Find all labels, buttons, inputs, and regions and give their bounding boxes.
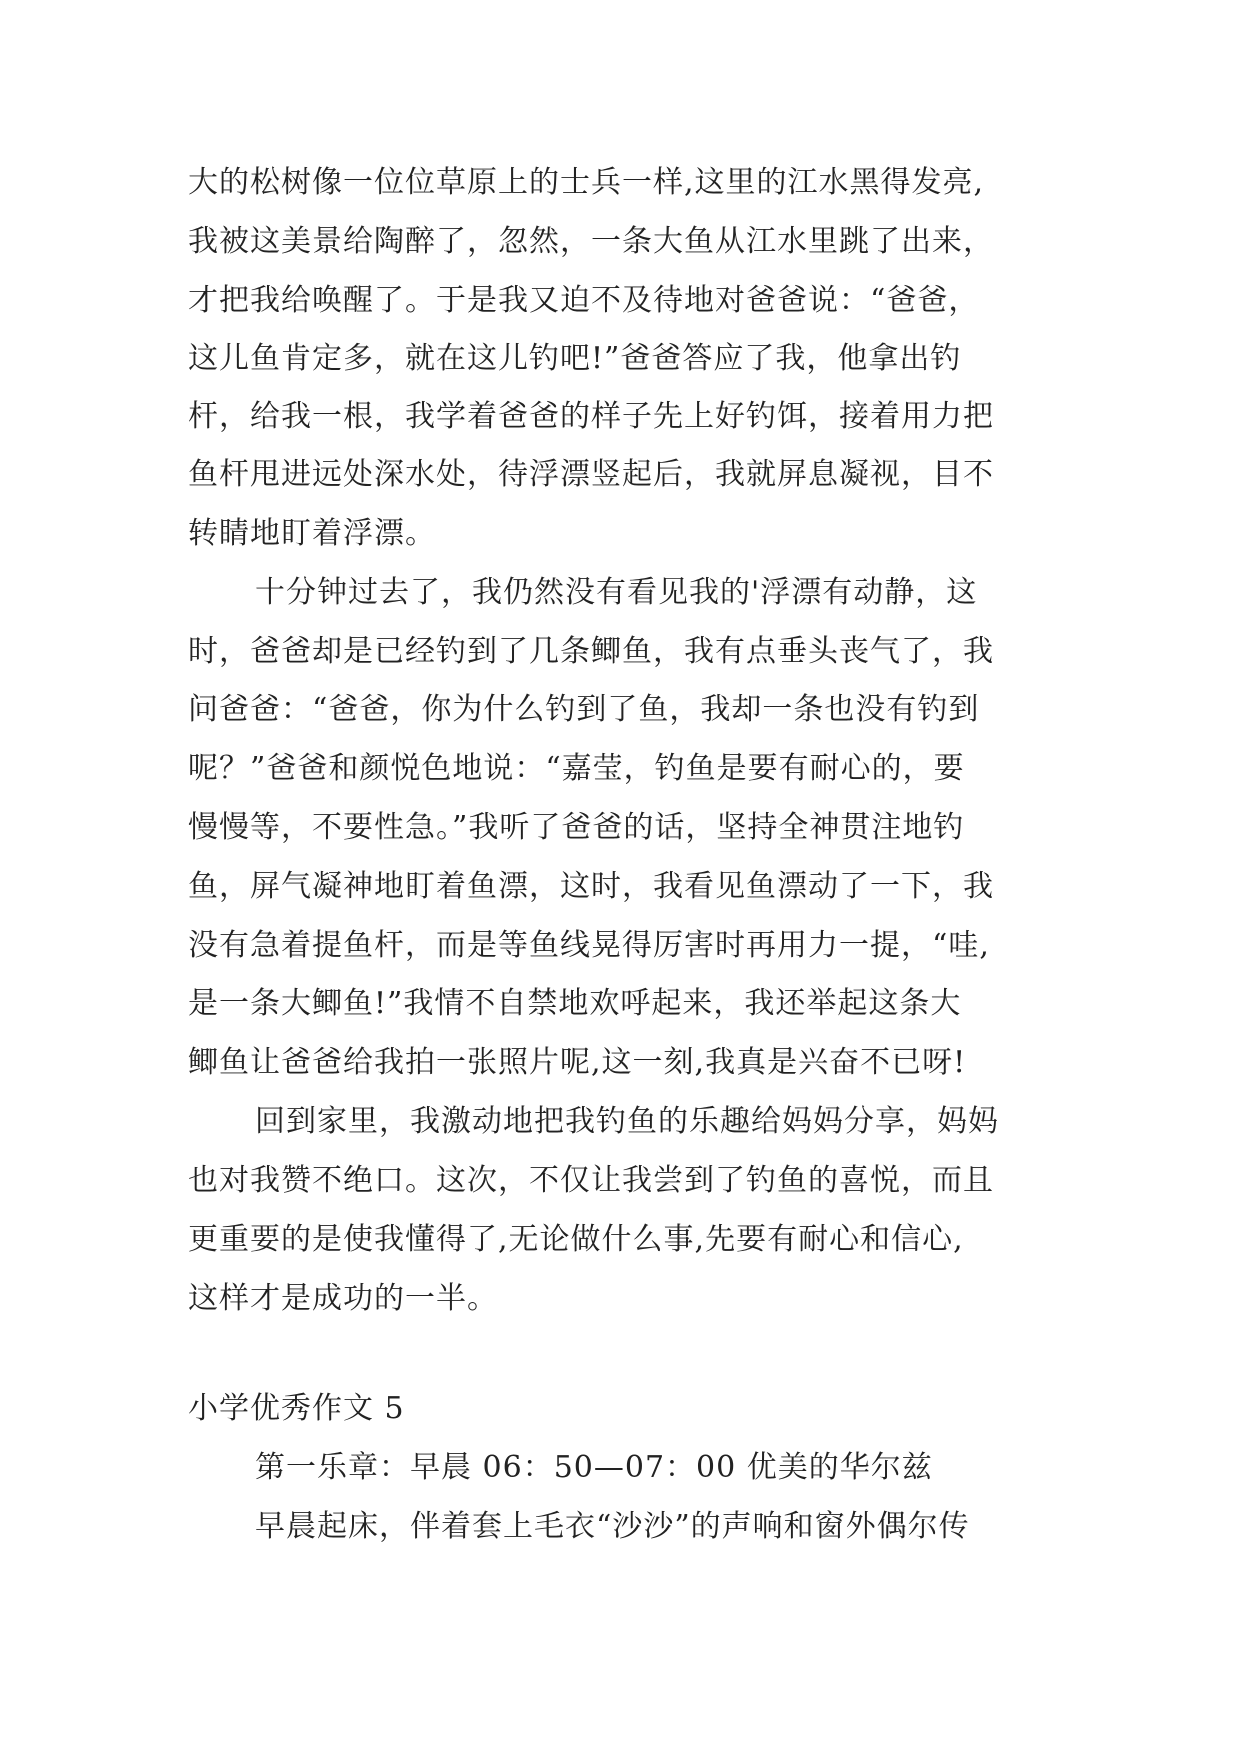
text-line: 问爸爸：“爸爸，你为什么钓到了鱼，我却一条也没有钓到 xyxy=(188,692,980,727)
text-line: 才把我给唤醒了。于是我又迫不及待地对爸爸说：“爸爸， xyxy=(188,283,980,318)
subheading-line: 第一乐章：早晨 06：50—07：00 优美的华尔兹 xyxy=(255,1450,933,1485)
text-line: 鱼，屏气凝神地盯着鱼漂，这时，我看见鱼漂动了一下，我 xyxy=(188,869,994,904)
text-line: 也对我赞不绝口。这次，不仅让我尝到了钓鱼的喜悦，而且 xyxy=(188,1163,994,1198)
text-line: 没有急着提鱼杆，而是等鱼线晃得厉害时再用力一提，“哇, xyxy=(188,928,990,963)
text-line: 鱼杆甩进远处深水处，待浮漂竖起后，我就屏息凝视，目不 xyxy=(188,457,994,492)
text-line: 大的松树像一位位草原上的士兵一样,这里的江水黑得发亮, xyxy=(188,165,985,200)
text-line: 是一条大鲫鱼!”我情不自禁地欢呼起来，我还举起这条大 xyxy=(188,986,962,1021)
text-line: 时，爸爸却是已经钓到了几条鲫鱼，我有点垂头丧气了，我 xyxy=(188,634,994,669)
paragraph-start-line: 回到家里，我激动地把我钓鱼的乐趣给妈妈分享，妈妈 xyxy=(255,1104,999,1139)
text-line: 鲫鱼让爸爸给我拍一张照片呢,这一刻,我真是兴奋不已呀! xyxy=(188,1045,967,1080)
paragraph-start-line: 早晨起床，伴着套上毛衣“沙沙”的声响和窗外偶尔传 xyxy=(255,1509,970,1544)
text-line: 这儿鱼肯定多，就在这儿钓吧!”爸爸答应了我，他拿出钓 xyxy=(188,341,962,376)
section-title: 小学优秀作文 5 xyxy=(188,1391,405,1426)
text-line: 我被这美景给陶醉了，忽然，一条大鱼从江水里跳了出来， xyxy=(188,224,994,259)
text-line: 这样才是成功的一半。 xyxy=(188,1281,498,1316)
text-line: 杆，给我一根，我学着爸爸的样子先上好钓饵，接着用力把 xyxy=(188,399,994,434)
text-line: 更重要的是使我懂得了,无论做什么事,先要有耐心和信心, xyxy=(188,1222,964,1257)
paragraph-start-line: 十分钟过去了，我仍然没有看见我的'浮漂有动静，这 xyxy=(255,575,978,610)
text-line: 转睛地盯着浮漂。 xyxy=(188,516,436,551)
text-line: 呢？”爸爸和颜悦色地说：“嘉莹，钓鱼是要有耐心的，要 xyxy=(188,751,965,786)
text-line: 慢慢等，不要性急。”我听了爸爸的话，坚持全神贯注地钓 xyxy=(188,810,965,845)
